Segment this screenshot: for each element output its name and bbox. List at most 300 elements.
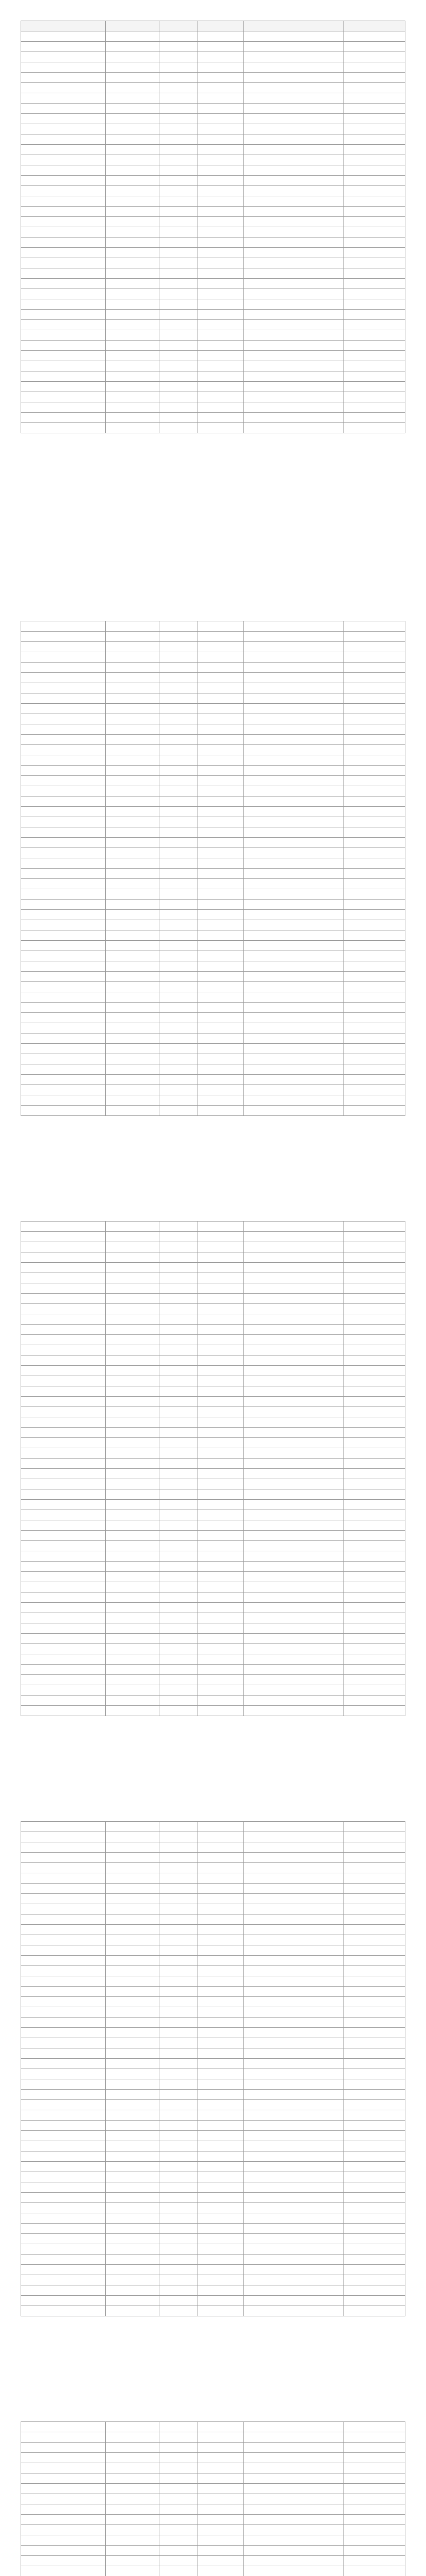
table-cell <box>105 1054 159 1064</box>
table-cell <box>159 1335 198 1345</box>
table-cell <box>244 889 344 900</box>
table-cell <box>21 145 106 155</box>
table-cell <box>159 1863 198 1873</box>
table-cell <box>159 2556 198 2566</box>
table-cell <box>105 1075 159 1085</box>
table-cell <box>159 2422 198 2432</box>
table-cell <box>343 1222 405 1232</box>
table-cell <box>159 2090 198 2100</box>
table-cell <box>105 838 159 848</box>
table-cell <box>343 114 405 124</box>
table-row <box>21 2285 405 2296</box>
table-cell <box>159 1592 198 1603</box>
table-cell <box>105 2079 159 2090</box>
table-cell <box>343 1283 405 1294</box>
table-row <box>21 1976 405 1987</box>
table-cell <box>21 413 106 423</box>
table-cell <box>198 83 243 93</box>
table-cell <box>105 786 159 796</box>
table-cell <box>105 2443 159 2453</box>
table-cell <box>343 2203 405 2213</box>
table-cell <box>159 2079 198 2090</box>
table-row <box>21 1966 405 1976</box>
table-cell <box>343 621 405 632</box>
table-cell <box>343 2182 405 2193</box>
table-cell <box>244 1242 344 1252</box>
table-cell <box>159 642 198 652</box>
table-cell <box>244 1044 344 1054</box>
table-cell <box>244 1623 344 1634</box>
table-cell <box>244 1696 344 1706</box>
table-row <box>21 900 405 910</box>
table-row <box>21 838 405 848</box>
table-cell <box>159 258 198 268</box>
table-cell <box>198 2059 243 2069</box>
table-cell <box>198 755 243 766</box>
table-cell <box>105 2535 159 2546</box>
table-cell <box>244 1459 344 1469</box>
table-cell <box>105 1263 159 1273</box>
table-cell <box>198 2473 243 2484</box>
table-cell <box>159 52 198 62</box>
table-cell <box>159 1562 198 1572</box>
table-row <box>21 1541 405 1551</box>
table-cell <box>343 1696 405 1706</box>
table-cell <box>244 279 344 289</box>
table-row <box>21 2028 405 2038</box>
table-cell <box>21 1510 106 1520</box>
table-cell <box>343 320 405 330</box>
table-cell <box>105 392 159 402</box>
table-cell <box>343 382 405 392</box>
table-cell <box>21 1023 106 1033</box>
table-cell <box>159 2546 198 2556</box>
table-cell <box>21 1644 106 1654</box>
table-cell <box>159 104 198 114</box>
table-cell <box>198 2018 243 2028</box>
table-cell <box>244 1956 344 1966</box>
table-cell <box>21 1551 106 1562</box>
table-cell <box>21 1914 106 1925</box>
table-cell <box>343 1448 405 1459</box>
table-cell <box>159 1232 198 1242</box>
table-cell <box>105 361 159 371</box>
table-cell <box>343 879 405 889</box>
table-cell <box>159 2504 198 2515</box>
table-cell <box>198 1863 243 1873</box>
table-row <box>21 1013 405 1023</box>
table-row <box>21 93 405 104</box>
table-row <box>21 1822 405 1832</box>
table-cell <box>343 1407 405 1417</box>
table-cell <box>198 1997 243 2007</box>
table-cell <box>244 83 344 93</box>
table-cell <box>244 2213 344 2224</box>
table-cell <box>159 848 198 858</box>
table-cell <box>105 1675 159 1685</box>
table-cell <box>198 817 243 827</box>
table-cell <box>21 1095 106 1106</box>
table-row <box>21 2079 405 2090</box>
table-cell <box>244 1283 344 1294</box>
table-cell <box>343 341 405 351</box>
table-cell <box>105 1884 159 1894</box>
table-cell <box>343 351 405 361</box>
table-cell <box>105 1654 159 1665</box>
table-cell <box>198 683 243 693</box>
table-cell <box>343 2018 405 2028</box>
table-cell <box>244 1304 344 1314</box>
table-cell <box>343 279 405 289</box>
table-row <box>21 2121 405 2131</box>
table-cell <box>105 227 159 238</box>
table-row <box>21 1500 405 1510</box>
table-cell <box>343 1562 405 1572</box>
table-cell <box>343 1075 405 1085</box>
table-cell <box>21 2121 106 2131</box>
table-cell <box>105 2151 159 2162</box>
table-cell <box>21 1314 106 1325</box>
table-cell <box>105 1397 159 1407</box>
table-cell <box>21 2203 106 2213</box>
table-cell <box>105 858 159 869</box>
table-cell <box>244 1613 344 1623</box>
table-cell <box>21 2162 106 2172</box>
table-cell <box>198 1064 243 1075</box>
table-cell <box>244 941 344 951</box>
table-cell <box>244 1222 344 1232</box>
table-cell <box>21 1428 106 1438</box>
table-cell <box>244 1822 344 1832</box>
table-cell <box>244 1438 344 1448</box>
table-cell <box>21 62 106 73</box>
table-cell <box>244 1634 344 1644</box>
table-header-cell <box>198 21 243 31</box>
table-cell <box>159 1294 198 1304</box>
table-cell <box>159 2515 198 2525</box>
table-cell <box>343 2151 405 2162</box>
table-cell <box>343 817 405 827</box>
table-row <box>21 982 405 992</box>
table-cell <box>105 632 159 642</box>
table-cell <box>21 2556 106 2566</box>
table-cell <box>159 1966 198 1976</box>
table-cell <box>105 2244 159 2255</box>
table-cell <box>159 2432 198 2443</box>
table-cell <box>105 807 159 817</box>
table-cell <box>105 766 159 776</box>
table-cell <box>198 2090 243 2100</box>
table-cell <box>159 413 198 423</box>
table-row <box>21 807 405 817</box>
table-cell <box>198 972 243 982</box>
table-cell <box>159 2265 198 2275</box>
table-cell <box>159 838 198 848</box>
table-cell <box>21 2131 106 2141</box>
table-cell <box>198 1551 243 1562</box>
table-cell <box>198 2244 243 2255</box>
table-row <box>21 2566 405 2576</box>
table-row <box>21 1448 405 1459</box>
table-cell <box>198 165 243 176</box>
table-cell <box>343 1417 405 1428</box>
table-row <box>21 724 405 735</box>
table-cell <box>198 1438 243 1448</box>
table-row <box>21 1520 405 1531</box>
table-cell <box>21 1459 106 1469</box>
table-cell <box>159 1665 198 1675</box>
table-cell <box>21 1520 106 1531</box>
table-cell <box>244 1904 344 1914</box>
table-cell <box>21 1603 106 1613</box>
table-cell <box>21 351 106 361</box>
table-cell <box>105 62 159 73</box>
table-cell <box>105 1510 159 1520</box>
table-cell <box>159 2296 198 2306</box>
table-cell <box>198 31 243 42</box>
table-cell <box>105 1551 159 1562</box>
table-cell <box>343 900 405 910</box>
table-cell <box>105 714 159 724</box>
table-cell <box>244 1853 344 1863</box>
table-cell <box>21 330 106 341</box>
table-row <box>21 2515 405 2525</box>
table-cell <box>198 2535 243 2546</box>
table-cell <box>198 838 243 848</box>
table-cell <box>105 2028 159 2038</box>
table-cell <box>198 268 243 279</box>
table-cell <box>21 392 106 402</box>
table-cell <box>244 1273 344 1283</box>
table-row <box>21 1397 405 1407</box>
table-cell <box>105 1222 159 1232</box>
table-cell <box>198 62 243 73</box>
table-cell <box>159 1438 198 1448</box>
table-cell <box>244 858 344 869</box>
table-cell <box>105 869 159 879</box>
table-header-cell <box>21 21 106 31</box>
table-cell <box>21 1033 106 1044</box>
table-cell <box>343 1623 405 1634</box>
table-row <box>21 2090 405 2100</box>
table-cell <box>198 341 243 351</box>
table-cell <box>244 1706 344 1716</box>
table-cell <box>343 1685 405 1696</box>
table-cell <box>159 858 198 869</box>
table-row <box>21 1914 405 1925</box>
table-cell <box>159 663 198 673</box>
table-cell <box>343 663 405 673</box>
table-cell <box>21 2515 106 2525</box>
table-cell <box>244 2090 344 2100</box>
table-cell <box>198 1884 243 1894</box>
table-cell <box>105 320 159 330</box>
table-cell <box>159 724 198 735</box>
table-cell <box>198 1075 243 1085</box>
table-row <box>21 2007 405 2018</box>
table-row <box>21 1469 405 1479</box>
table-cell <box>244 838 344 848</box>
table-row <box>21 858 405 869</box>
table-cell <box>343 268 405 279</box>
table-cell <box>21 124 106 134</box>
table-cell <box>198 1644 243 1654</box>
table-cell <box>21 2059 106 2069</box>
table-row <box>21 951 405 961</box>
table-cell <box>244 1925 344 1935</box>
table-cell <box>105 2224 159 2234</box>
table-cell <box>21 1956 106 1966</box>
table-cell <box>105 704 159 714</box>
table-cell <box>21 1685 106 1696</box>
table-cell <box>105 238 159 248</box>
table-cell <box>21 299 106 310</box>
table-cell <box>105 1459 159 1469</box>
table-row <box>21 621 405 632</box>
table-cell <box>343 1551 405 1562</box>
table-cell <box>343 632 405 642</box>
table-cell <box>105 2255 159 2265</box>
table-cell <box>198 227 243 238</box>
table-row <box>21 2069 405 2079</box>
table-cell <box>343 299 405 310</box>
table-cell <box>105 2566 159 2576</box>
table-cell <box>244 1448 344 1459</box>
table-cell <box>21 361 106 371</box>
table-cell <box>198 1044 243 1054</box>
table-cell <box>105 1935 159 1945</box>
table-row <box>21 279 405 289</box>
table-cell <box>21 2234 106 2244</box>
table-row <box>21 1222 405 1232</box>
table-block <box>21 1821 405 2316</box>
table-cell <box>105 693 159 704</box>
table-row <box>21 1294 405 1304</box>
table-cell <box>105 1562 159 1572</box>
table-row <box>21 1283 405 1294</box>
table-cell <box>198 2069 243 2079</box>
table-cell <box>343 1376 405 1386</box>
table-cell <box>244 2566 344 2576</box>
table-cell <box>244 2038 344 2048</box>
table-cell <box>105 145 159 155</box>
table-cell <box>105 1520 159 1531</box>
table-cell <box>198 2275 243 2285</box>
table-row <box>21 402 405 413</box>
table-cell <box>105 423 159 433</box>
table-cell <box>198 1428 243 1438</box>
table-cell <box>198 2048 243 2059</box>
table-row <box>21 2255 405 2265</box>
table-cell <box>244 330 344 341</box>
table-cell <box>244 320 344 330</box>
table-cell <box>244 1997 344 2007</box>
table-cell <box>244 652 344 663</box>
table-cell <box>198 1572 243 1582</box>
table-cell <box>159 1904 198 1914</box>
table-cell <box>105 1696 159 1706</box>
table-cell <box>198 361 243 371</box>
table-cell <box>105 1603 159 1613</box>
table-cell <box>244 176 344 186</box>
table-cell <box>159 1925 198 1935</box>
table-cell <box>105 165 159 176</box>
table-cell <box>343 1366 405 1376</box>
table-cell <box>21 227 106 238</box>
table-row <box>21 704 405 714</box>
table-cell <box>244 248 344 258</box>
table-cell <box>159 1914 198 1925</box>
table-row <box>21 2038 405 2048</box>
table-cell <box>244 2484 344 2494</box>
table-cell <box>343 330 405 341</box>
table-cell <box>21 2432 106 2443</box>
table-cell <box>21 31 106 42</box>
table-cell <box>244 392 344 402</box>
table-row <box>21 1314 405 1325</box>
table-cell <box>105 972 159 982</box>
table-cell <box>198 1325 243 1335</box>
table-cell <box>343 2244 405 2255</box>
table-cell <box>159 632 198 642</box>
table-cell <box>21 1376 106 1386</box>
table-cell <box>198 176 243 186</box>
table-cell <box>21 2443 106 2453</box>
table-cell <box>343 889 405 900</box>
table-cell <box>105 289 159 299</box>
table-cell <box>159 310 198 320</box>
table-cell <box>21 2306 106 2316</box>
table-cell <box>343 807 405 817</box>
table-cell <box>244 992 344 1003</box>
table-cell <box>21 2007 106 2018</box>
table-cell <box>21 2494 106 2504</box>
table-cell <box>244 930 344 941</box>
roster-table <box>21 21 405 433</box>
table-cell <box>244 1644 344 1654</box>
table-cell <box>21 1252 106 1263</box>
table-row <box>21 2494 405 2504</box>
table-row <box>21 1386 405 1397</box>
table-cell <box>244 52 344 62</box>
table-cell <box>244 1873 344 1884</box>
table-cell <box>343 1064 405 1075</box>
table-cell <box>105 2306 159 2316</box>
table-cell <box>105 683 159 693</box>
table-cell <box>105 1335 159 1345</box>
table-cell <box>105 114 159 124</box>
table-cell <box>343 2306 405 2316</box>
table-cell <box>343 1675 405 1685</box>
table-cell <box>198 1541 243 1551</box>
table-cell <box>198 2265 243 2275</box>
table-cell <box>198 642 243 652</box>
table-cell <box>343 165 405 176</box>
table-cell <box>159 2131 198 2141</box>
table-row <box>21 289 405 299</box>
table-cell <box>343 838 405 848</box>
table-cell <box>105 1448 159 1459</box>
table-cell <box>244 2556 344 2566</box>
table-cell <box>159 2028 198 2038</box>
table-cell <box>21 1417 106 1428</box>
table-cell <box>105 920 159 930</box>
table-row <box>21 910 405 920</box>
table-cell <box>198 1469 243 1479</box>
table-cell <box>343 2566 405 2576</box>
table-cell <box>159 330 198 341</box>
table-cell <box>198 1592 243 1603</box>
